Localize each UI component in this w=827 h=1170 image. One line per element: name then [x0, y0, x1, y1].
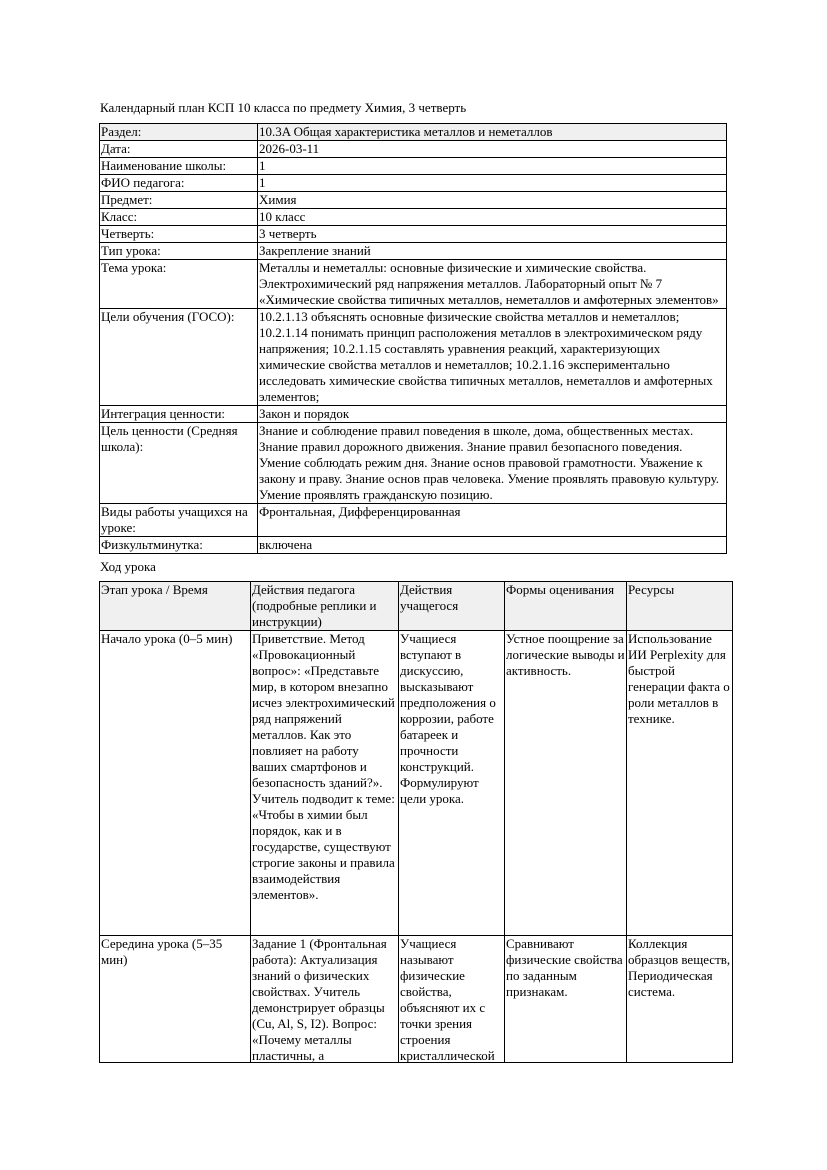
header-student-actions: Действия учащегося: [399, 582, 505, 631]
info-label: Физкультминутка:: [100, 537, 258, 554]
header-resources: Ресурсы: [627, 582, 733, 631]
info-value: Фронтальная, Дифференцированная: [258, 504, 727, 537]
info-label: Предмет:: [100, 192, 258, 209]
info-label: Наименование школы:: [100, 158, 258, 175]
teacher-actions-cell: Задание 1 (Фронтальная работа): Актуализация знаний о физических свойствах. Учитель демонстрирует образцы (Cu, Al, S, I2). Вопрос: «Почему металлы пластичны, а: [251, 936, 399, 1063]
info-value: Закрепление знаний: [258, 243, 727, 260]
assessment-cell: Устное поощрение за логические выводы и активность.: [505, 631, 627, 936]
info-label: Четверть:: [100, 226, 258, 243]
info-row: [100, 192, 727, 209]
lesson-flow-table: [99, 581, 733, 1063]
resources-cell: Коллекция образцов веществ, Периодическая система.: [627, 936, 733, 1063]
info-label: ФИО педагога:: [100, 175, 258, 192]
info-value: Знание и соблюдение правил поведения в школе, дома, общественных местах. Знание правил дорожного движения. Знание правил безопасного поведения. Умение соблюдать режим дня. Знание основ правовой грамотности. Уважение к закону и праву. Знание основ прав человека. Умение проявлять правовую культуру. Умение проявлять гражданскую позицию.: [258, 423, 727, 504]
info-row: [100, 260, 727, 309]
info-value: 10.2.1.13 объяснять основные физические свойства металлов и неметаллов; 10.2.1.14 понимать принцип расположения металлов в электрохимическом ряду напряжения; 10.2.1.15 составлять уравнения реакций, характеризующих химические свойства металлов и неметаллов; 10.2.1.16 экспериментально исследовать химические свойства типичных металлов, неметаллов и амфотерных элементов;: [258, 309, 727, 406]
info-value: Металлы и неметаллы: основные физические и химические свойства. Электрохимический ряд напряжения металлов. Лабораторный опыт № 7 «Химические свойства типичных металлов, неметаллов и амфотерных элементов»: [258, 260, 727, 309]
lesson-info-table: [99, 123, 727, 554]
info-value: 3 четверть: [258, 226, 727, 243]
info-row: [100, 124, 727, 141]
student-actions-cell: Учащиеся вступают в дискуссию, высказывают предположения о коррозии, работе батареек и прочности конструкций. Формулируют цели урока.: [399, 631, 505, 936]
info-label: Класс:: [100, 209, 258, 226]
info-value: 10.3A Общая характеристика металлов и неметаллов: [258, 124, 727, 141]
lesson-flow-heading: Ход урока: [100, 559, 156, 574]
info-value: Закон и порядок: [258, 406, 727, 423]
student-actions-cell: Учащиеся называют физические свойства, объясняют их с точки зрения строения кристаллической: [399, 936, 505, 1063]
info-label: Цели обучения (ГОСО):: [100, 309, 258, 406]
stage-cell: Начало урока (0–5 мин): [100, 631, 251, 936]
info-row: [100, 226, 727, 243]
info-row: [100, 141, 727, 158]
info-value: включена: [258, 537, 727, 554]
table-row: [100, 631, 733, 936]
header-teacher-actions: Действия педагога (подробные реплики и инструкции): [251, 582, 399, 631]
info-row: [100, 309, 727, 406]
info-label: Цель ценности (Средняя школа):: [100, 423, 258, 504]
table-row: [100, 936, 733, 1063]
info-row: [100, 504, 727, 537]
assessment-cell: Сравнивают физические свойства по заданным признакам.: [505, 936, 627, 1063]
stage-cell: Середина урока (5–35 мин): [100, 936, 251, 1063]
info-value: 10 класс: [258, 209, 727, 226]
info-row: [100, 209, 727, 226]
info-row: [100, 537, 727, 554]
info-row: [100, 423, 727, 504]
info-row: [100, 243, 727, 260]
info-value: 1: [258, 158, 727, 175]
info-value: Химия: [258, 192, 727, 209]
header-stage: Этап урока / Время: [100, 582, 251, 631]
teacher-actions-cell: Приветствие. Метод «Провокационный вопрос»: «Представьте мир, в котором внезапно исчез электрохимический ряд напряжений металлов. Как это повлияет на работу ваших смартфонов и безопасность зданий?». Учитель подводит к теме: «Чтобы в химии был порядок, как и в государстве, существуют строгие законы и правила взаимодействия элементов».: [251, 631, 399, 936]
info-label: Раздел:: [100, 124, 258, 141]
info-label: Тема урока:: [100, 260, 258, 309]
info-value: 1: [258, 175, 727, 192]
info-value: 2026-03-11: [258, 141, 727, 158]
info-label: Тип урока:: [100, 243, 258, 260]
info-label: Интеграция ценности:: [100, 406, 258, 423]
info-label: Виды работы учащихся на уроке:: [100, 504, 258, 537]
resources-cell: Использование ИИ Perplexity для быстрой генерации факта о роли металлов в технике.: [627, 631, 733, 936]
header-assessment: Формы оценивания: [505, 582, 627, 631]
info-row: [100, 406, 727, 423]
page-title: Календарный план КСП 10 класса по предмету Химия, 3 четверть: [100, 100, 467, 115]
info-row: [100, 175, 727, 192]
info-row: [100, 158, 727, 175]
info-label: Дата:: [100, 141, 258, 158]
